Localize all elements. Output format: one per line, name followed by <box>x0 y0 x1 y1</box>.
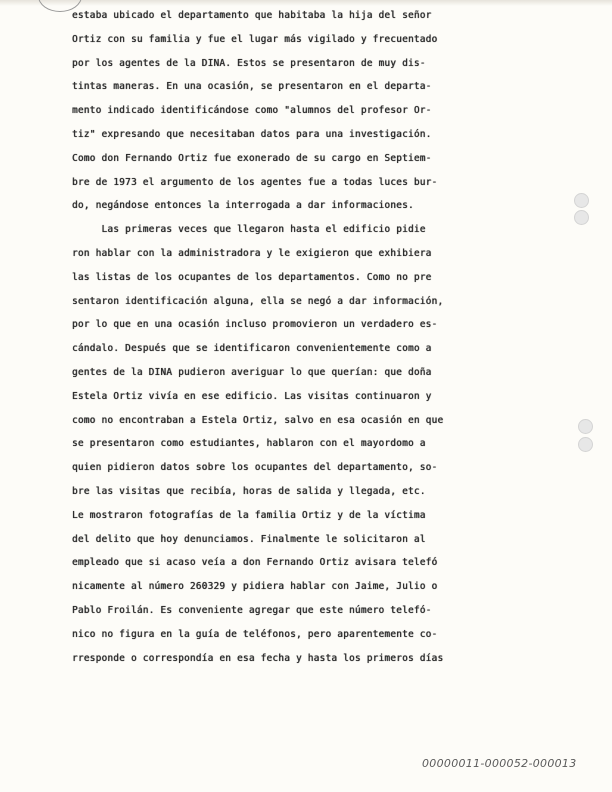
text-line: Le mostraron fotografías de la familia Ortiz y de la víctima <box>72 509 426 521</box>
text-line: Estela Ortiz vivía en ese edificio. Las visitas continuaron y <box>72 390 432 402</box>
text-line: empleado que si acaso veía a don Fernando Ortiz avisara telefó <box>72 557 438 569</box>
text-line: por lo que en una ocasión incluso promovieron un verdadero es- <box>72 319 438 331</box>
text-line: Ortiz con su familia y fue el lugar más vigilado y frecuentado <box>72 33 438 45</box>
handwritten-control-number: 00000011-000052-000013 <box>422 757 577 770</box>
binder-hole-icon <box>578 437 593 452</box>
text-line: las listas de los ocupantes de los departamentos. Como no pre <box>72 271 432 283</box>
text-line: estaba ubicado el departamento que habitaba la hija del señor <box>72 10 432 21</box>
binder-hole-icon <box>578 419 593 434</box>
text-line: del delito que hoy denunciamos. Finalmente le solicitaron al <box>72 533 426 545</box>
text-line: ron hablar con la administradora y le exigieron que exhibiera <box>72 247 432 259</box>
typed-text-body <box>72 4 530 670</box>
text-line: gentes de la DINA pudieron averiguar lo que querían: que doña <box>72 366 432 378</box>
text-line: se presentaron como estudiantes, hablaron con el mayordomo a <box>72 438 426 450</box>
text-line: nico no figura en la guía de teléfonos, pero aparentemente co- <box>72 628 438 640</box>
text-line: cándalo. Después que se identificaron convenientemente como a <box>72 343 432 355</box>
text-line: tintas maneras. En una ocasión, se presentaron en el departa- <box>72 81 432 93</box>
text-line: Como don Fernando Ortiz fue exonerado de su cargo en Septiem- <box>72 152 432 164</box>
text-line: por los agentes de la DINA. Estos se presentaron de muy dis- <box>72 57 426 69</box>
text-line: Pablo Froilán. Es conveniente agregar que este número telefó- <box>72 604 432 616</box>
text-line: nicamente al número 260329 y pidiera hablar con Jaime, Julio o <box>72 581 438 593</box>
text-line: tiz" expresando que necesitaban datos para una investigación. <box>72 128 432 140</box>
text-line: sentaron identificación alguna, ella se negó a dar información, <box>72 295 444 307</box>
text-line: mento indicado identificándose como "alumnos del profesor Or- <box>72 105 432 117</box>
binder-hole-icon <box>574 210 589 225</box>
text-line: Las primeras veces que llegaron hasta el edificio pidie <box>72 224 426 236</box>
text-line: rresponde o correspondía en esa fecha y hasta los primeros días <box>72 652 444 664</box>
binder-hole-icon <box>574 193 589 208</box>
text-line: do, negándose entonces la interrogada a dar informaciones. <box>72 200 414 212</box>
text-line: bre de 1973 el argumento de los agentes fue a todas luces bur- <box>72 176 438 188</box>
text-line: bre las visitas que recibía, horas de salida y llegada, etc. <box>72 485 426 497</box>
text-line: quien pidieron datos sobre los ocupantes del departamento, so- <box>72 462 438 474</box>
text-line: como no encontraban a Estela Ortiz, salvo en esa ocasión en que <box>72 414 444 426</box>
